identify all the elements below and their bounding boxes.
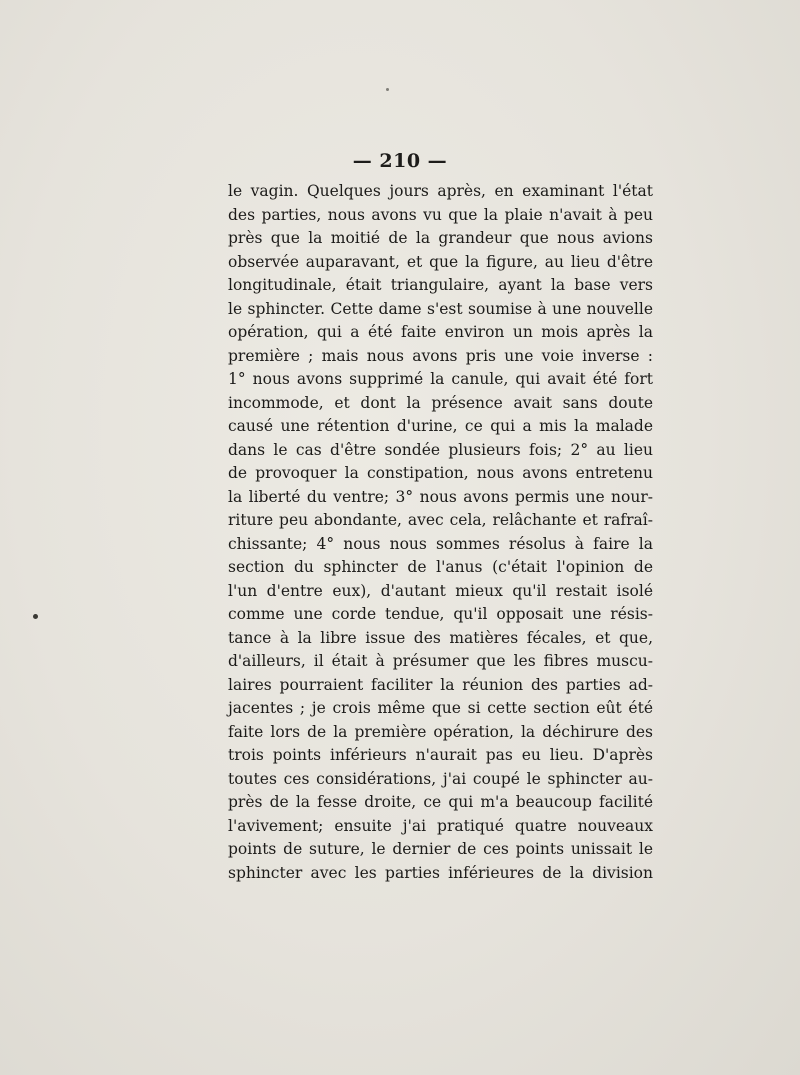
page-number: — 210 — xyxy=(352,150,448,172)
text-line: près que la moitié de la grandeur que nous avions xyxy=(228,229,653,247)
text-line: longitudinale, était triangulaire, ayant la base vers xyxy=(228,276,653,294)
text-line: de provoquer la constipation, nous avons entretenu xyxy=(228,464,653,482)
text-line: près de la fesse droite, ce qui m'a beaucoup facilité xyxy=(228,793,653,811)
text-line: trois points inférieurs n'aurait pas eu lieu. D'après xyxy=(228,746,653,764)
text-line: l'un d'entre eux), d'autant mieux qu'il restait isolé xyxy=(228,581,653,600)
text-line: le sphincter. Cette dame s'est soumise à une nouvelle xyxy=(228,299,653,318)
text-line: chissante; 4° nous nous sommes résolus à faire la xyxy=(228,534,653,553)
text-line: opération, qui a été faite environ un mois après la xyxy=(228,323,653,341)
text-line: la liberté du ventre; 3° nous avons permis une nour- xyxy=(228,487,653,506)
text-line: comme une corde tendue, qu'il opposait une résis- xyxy=(228,605,653,623)
paper-speck xyxy=(386,88,389,91)
text-line: des parties, nous avons vu que la plaie n'avait à peu xyxy=(228,205,653,224)
text-line: 1° nous avons supprimé la canule, qui avait été fort xyxy=(228,370,653,388)
paper-speck xyxy=(33,614,38,619)
text-line: riture peu abondante, avec cela, relâchante et rafraî- xyxy=(228,511,653,529)
text-line: points de suture, le dernier de ces points unissait le xyxy=(228,840,653,858)
text-line: le vagin. Quelques jours après, en examinant l'état xyxy=(228,182,653,200)
text-line: incommode, et dont la présence avait sans doute xyxy=(228,393,653,412)
text-line: laires pourraient faciliter la réunion des parties ad- xyxy=(228,675,653,694)
text-line: sphincter avec les parties inférieures de la division xyxy=(228,863,653,882)
text-line: toutes ces considérations, j'ai coupé le sphincter au- xyxy=(228,769,653,788)
text-line: causé une rétention d'urine, ce qui a mis la malade xyxy=(228,417,653,435)
text-line: l'avivement; ensuite j'ai pratiqué quatre nouveaux xyxy=(228,816,653,835)
body-text xyxy=(228,180,653,885)
text-line: jacentes ; je crois même que si cette section eût été xyxy=(228,699,653,717)
text-line: dans le cas d'être sondée plusieurs fois; 2° au lieu xyxy=(228,440,653,459)
text-line: observée auparavant, et que la figure, au lieu d'être xyxy=(228,252,653,271)
text-line: faite lors de la première opération, la déchirure des xyxy=(228,722,653,741)
text-line: section du sphincter de l'anus (c'était l'opinion de xyxy=(228,558,653,576)
text-line: tance à la libre issue des matières fécales, et que, xyxy=(228,628,653,647)
text-line: d'ailleurs, il était à présumer que les fibres muscu- xyxy=(228,652,653,670)
text-line: première ; mais nous avons pris une voie inverse : xyxy=(228,346,653,365)
